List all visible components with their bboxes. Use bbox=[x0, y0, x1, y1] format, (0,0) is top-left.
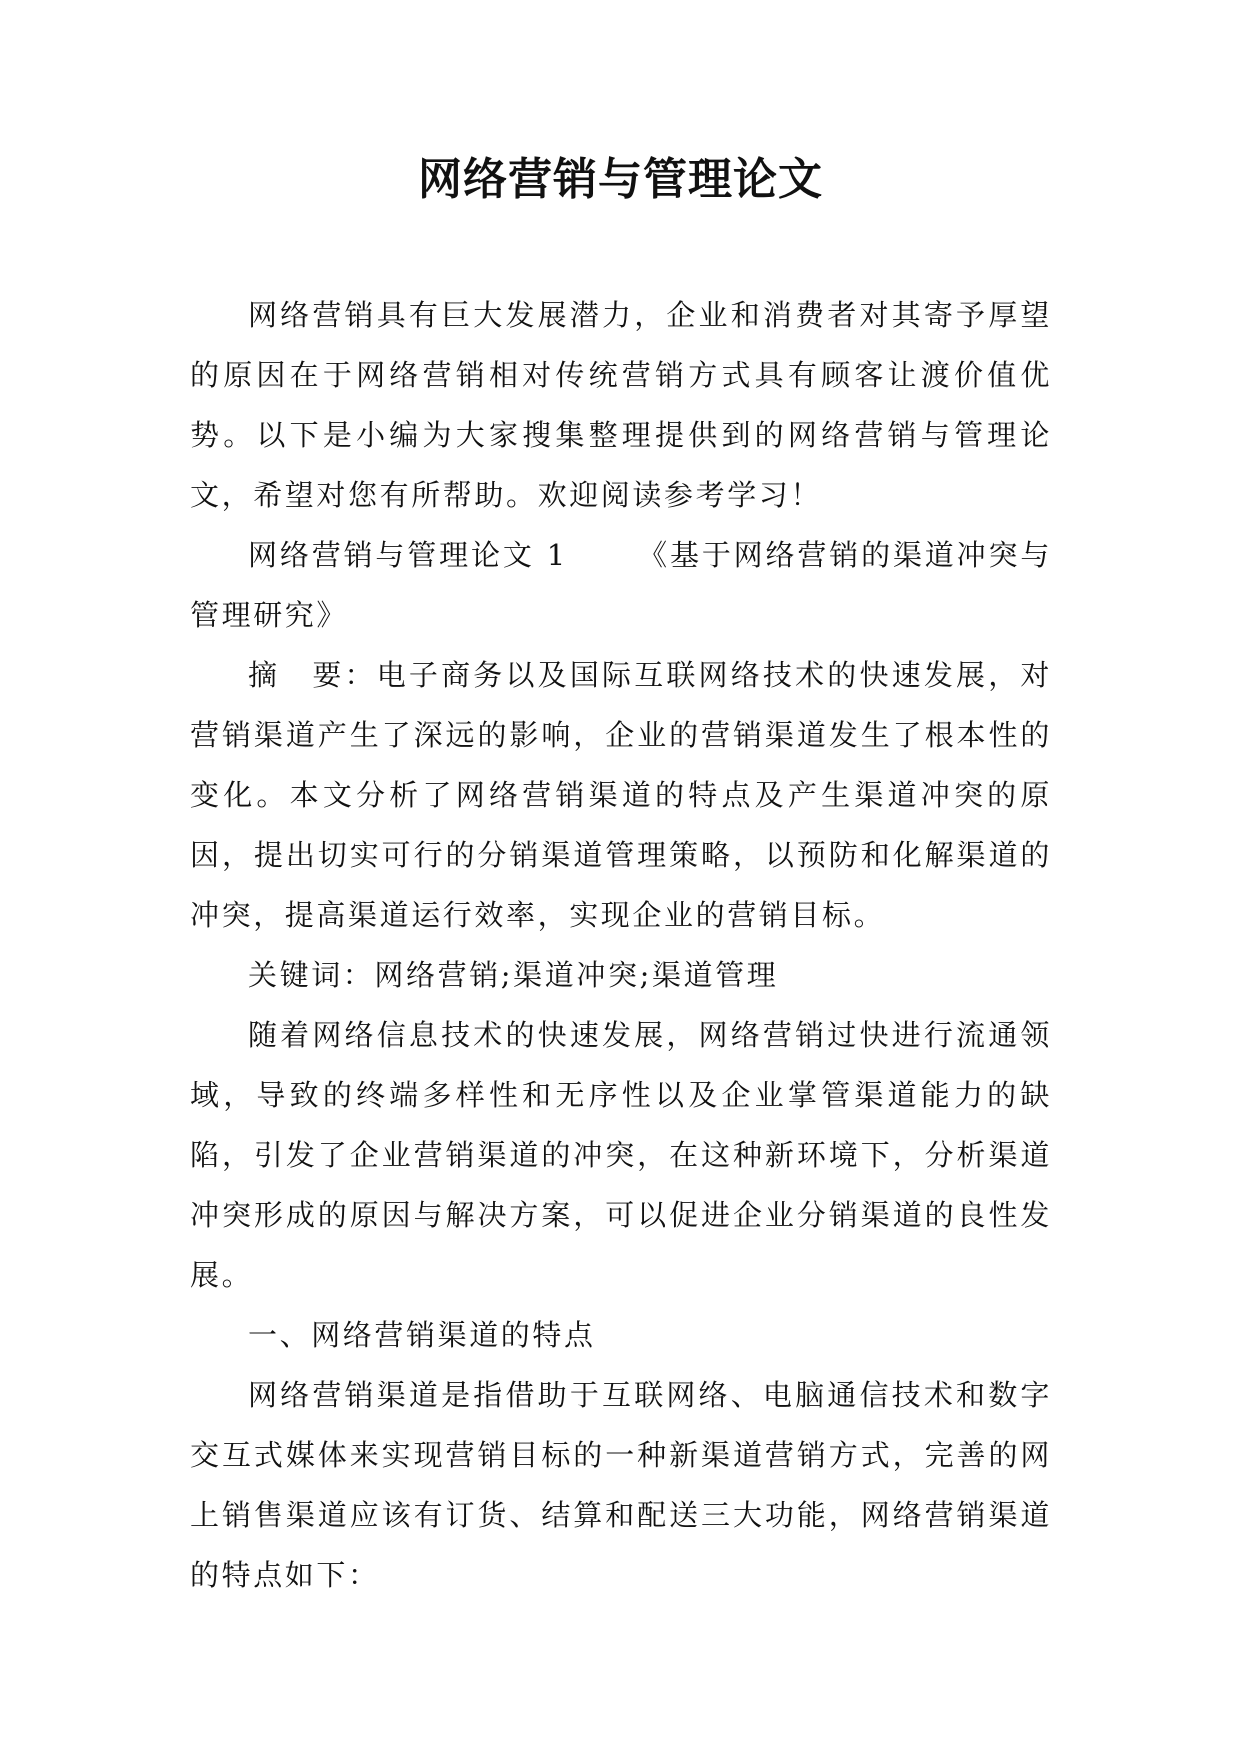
keywords-paragraph: 关键词：网络营销;渠道冲突;渠道管理 bbox=[248, 958, 779, 992]
article-subtitle: 《基于网络营销的渠道冲突与管理研究》 bbox=[190, 538, 1052, 632]
abstract-paragraph: 摘 要：电子商务以及国际互联网络技术的快速发展，对营销渠道产生了深远的影响，企业的营销渠道发生了根本性的变化。本文分析了网络营销渠道的特点及产生渠道冲突的原因，提出切实可行的分销渠道管理策略，以预防和化解渠道的冲突，提高渠道运行效率，实现企业的营销目标。 bbox=[190, 658, 1052, 932]
body-paragraph: 网络营销渠道是指借助于互联网络、电脑通信技术和数字交互式媒体来实现营销目标的一种新渠道营销方式，完善的网上销售渠道应该有订货、结算和配送三大功能，网络营销渠道的特点如下： bbox=[190, 1378, 1052, 1592]
article-label: 网络营销与管理论文 1 bbox=[248, 538, 568, 572]
body-paragraph: 随着网络信息技术的快速发展，网络营销过快进行流通领域，导致的终端多样性和无序性以及企业掌管渠道能力的缺陷，引发了企业营销渠道的冲突，在这种新环境下，分析渠道冲突形成的原因与解决方案，可以促进企业分销渠道的良性发展。 bbox=[190, 1018, 1052, 1292]
document-title: 网络营销与管理论文 bbox=[418, 154, 823, 205]
intro-paragraph: 网络营销具有巨大发展潜力，企业和消费者对其寄予厚望的原因在于网络营销相对传统营销方式具有顾客让渡价值优势。以下是小编为大家搜集整理提供到的网络营销与管理论文，希望对您有所帮助。欢迎阅读参考学习！ bbox=[190, 298, 1052, 512]
section-heading: 一、网络营销渠道的特点 bbox=[248, 1318, 596, 1352]
document-body bbox=[190, 285, 1052, 1605]
article-heading bbox=[190, 525, 1052, 645]
